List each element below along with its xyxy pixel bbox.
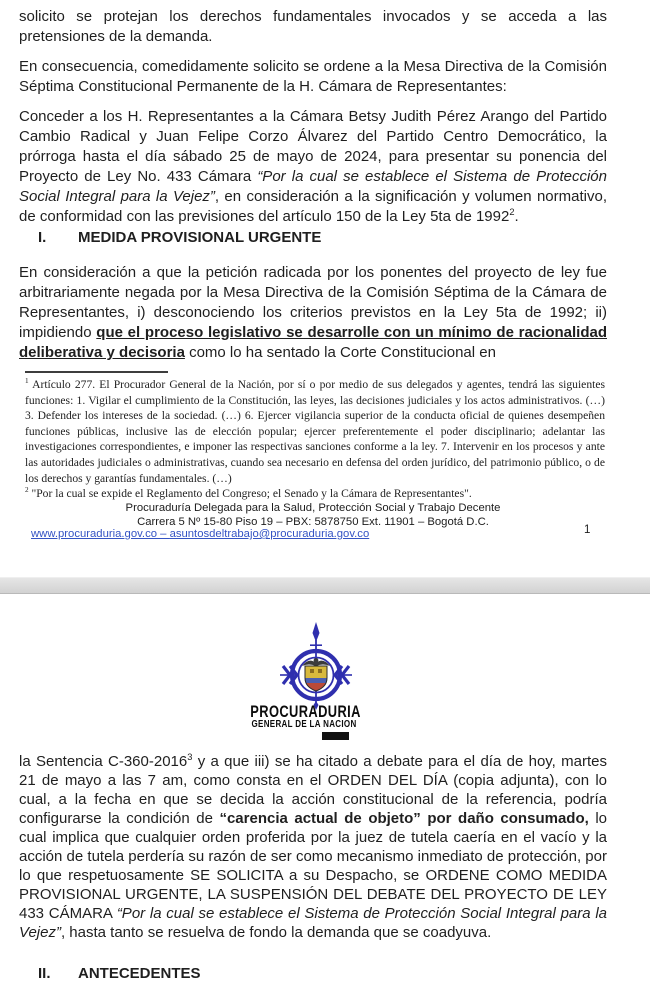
coat-of-arms-icon: [302, 658, 330, 692]
footer-office-line: Procuraduría Delegada para la Salud, Protección Social y Trabajo Decente: [125, 502, 501, 514]
body-paragraph: la Sentencia C-360-2016$^3$ y a que iii) se ha citado a debate para el día de hoy, martes 21 de mayo a las 7 am, como consta en el ORDEN DEL DÍA (copia adjunta), con lo cual, a la fecha en que se decida la acción constitucional de la referencia, podría configurarse la condición de “carencia actual de objeto” por daño consumado, lo cual implica que cualquier orden proferida por la juez de tutela caería en el vacío y la acción de tutela perdería su razón de ser como mecanismo inmediato de protección, por lo que respetuosamente SE SOLICITA a su Despacho, se ORDENE COMO MEDIDA PROVISIONAL URGENTE, LA SUSPENSIÓN DEL DEBATE DEL PROYECTO DE LEY 433 CÁMARA “Por la cual se establece el Sistema de Protección Social Integral para la Vejez”, hasta tanto se resuelva de fondo la demanda que se coadyuva.: [19, 752, 607, 941]
body-paragraph: Conceder a los H. Representantes a la Cámara Betsy Judith Pérez Arango del Partido Cambio Radical y Juan Felipe Corzo Álvarez del Partido Centro Democrático, la prórroga hasta el día sábado 25 de mayo de 2024, para presentar su ponencia del Proyecto de Ley No. 433 Cámara “Por la cual se establece el Sistema de Protección Social Integral para la Vejez”, en consideración a la significación y volumen normativo, de conformidad con las previsiones del artículo 150 de la Ley 5ta de 1992$^2$.: [19, 108, 607, 225]
logo-title-text: PROCURADURIA: [250, 703, 361, 721]
body-paragraph: En consideración a que la petición radicada por los ponentes del proyecto de ley fue arbitrariamente negada por la Mesa Directiva de la Comisión Séptima de la Cámara de Representantes, i) desconociendo los criterios previstos en la Ley 5ta de 1992; ii) impidiendo que el proceso legislativo se desarrolle con un mínimo de racionalidad deliberativa y decisoria como lo ha sentado la Corte Constitucional en: [19, 264, 607, 361]
heading-numeral: I.: [38, 229, 47, 246]
footnotes-block: [25, 377, 605, 502]
compass-emblem-icon: [264, 620, 368, 712]
heading-numeral: II.: [38, 965, 51, 982]
section-heading-antecedentes: [19, 964, 607, 984]
logo-ribbon: [322, 732, 349, 740]
body-paragraph: En consecuencia, comedidamente solicito se ordene a la Mesa Directiva de la Comisión Séptima Constitucional Permanente de la H. Cámara de Representantes:: [19, 58, 607, 95]
procuraduria-logo: [0, 620, 650, 750]
page-number: 1: [584, 524, 591, 536]
logo-subtitle-text: GENERAL DE LA NACION: [251, 719, 357, 730]
section-heading-medida-provisional: [19, 228, 607, 248]
footer-address-line: Carrera 5 Nº 15-80 Piso 19 – PBX: 5878750 Ext. 11901 – Bogotá D.C.: [137, 516, 489, 528]
footnote-separator: [25, 371, 168, 373]
footnote-2: $^2$ "Por la cual se expide el Reglamento del Congreso; el Senado y la Cámara de Representantes".: [25, 486, 472, 501]
footer-links[interactable]: www.procuraduria.gov.co – asuntosdeltrabajo@procuraduria.gov.co: [31, 528, 370, 540]
body-paragraph: solicito se protejan los derechos fundamentales invocados y se acceda a las pretensiones de la demanda.: [19, 8, 607, 45]
heading-title: MEDIDA PROVISIONAL URGENTE: [78, 229, 322, 246]
footnote-1: $^1$ Artículo 277. El Procurador General de la Nación, por sí o por medio de sus delegados y agentes, tendrá las siguientes funciones: 1. Vigilar el cumplimiento de la Constitución, las leyes, las decisiones judiciales y los actos administrativos. (…) 3. Defender los intereses de la sociedad. (…) 6. Ejercer vigilancia superior de la conducta oficial de quienes desempeñen funciones públicas, inclusive las de elección popular; ejercer preferentemente el poder disciplinario; adelantar las investigaciones correspondientes, e imponer las respectivas sanciones conforme a la ley. 7. Intervenir en los procesos y ante las autoridades judiciales o administrativas, cuando sea necesario en defensa del orden jurídico, del patrimonio público, o de los derechos y garantías fundamentales. (…): [25, 377, 605, 485]
heading-title: ANTECEDENTES: [78, 965, 201, 982]
page-separator: [0, 577, 650, 594]
